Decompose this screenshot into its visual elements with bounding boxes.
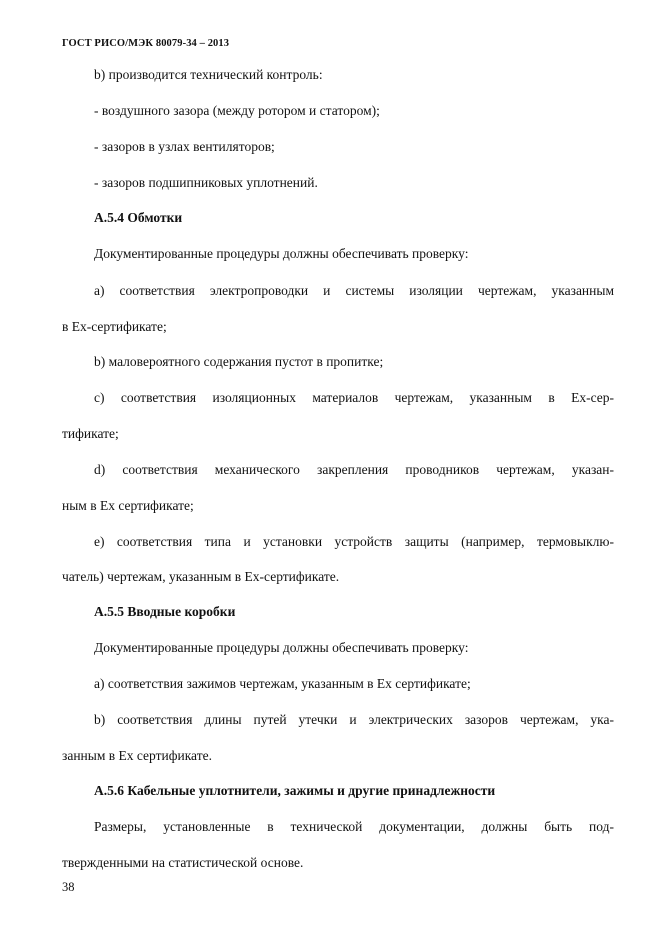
list-item: b) соответствия длины путей утечки и электрических зазоров чертежам, ука- — [94, 712, 614, 727]
list-item: - воздушного зазора (между ротором и статором); — [94, 103, 380, 118]
list-item: b) маловероятного содержания пустот в пропитке; — [94, 354, 384, 369]
paragraph-continuation: твержденными на статистической основе. — [62, 855, 304, 870]
list-item: d) соответствия механического закрепления проводников чертежам, указан- — [94, 462, 614, 477]
list-item: b) производится технический контроль: — [94, 67, 323, 82]
paragraph: Размеры, установленные в технической документации, должны быть под- — [94, 819, 614, 834]
list-item-continuation: чатель) чертежам, указанным в Ех-сертификате. — [62, 569, 340, 584]
list-item-continuation: ным в Ех сертификате; — [62, 498, 194, 513]
paragraph: Документированные процедуры должны обеспечивать проверку: — [94, 640, 469, 655]
document-header: ГОСТ РИСО/МЭК 80079-34 – 2013 — [62, 38, 230, 49]
list-item: - зазоров подшипниковых уплотнений. — [94, 175, 318, 190]
list-item: е) соответствия типа и установки устройств защиты (например, термовыклю- — [94, 534, 614, 549]
list-item-continuation: тификате; — [62, 426, 119, 441]
list-item: - зазоров в узлах вентиляторов; — [94, 139, 275, 154]
paragraph: Документированные процедуры должны обеспечивать проверку: — [94, 246, 469, 261]
section-heading: А.5.5 Вводные коробки — [94, 604, 236, 619]
list-item: а) соответствия зажимов чертежам, указанным в Ех сертификате; — [94, 676, 471, 691]
list-item-continuation: в Ех-сертификате; — [62, 319, 167, 334]
section-heading: А.5.4 Обмотки — [94, 210, 183, 225]
section-heading: А.5.6 Кабельные уплотнители, зажимы и другие принадлежности — [94, 783, 496, 798]
list-item: с) соответствия изоляционных материалов чертежам, указанным в Ех-сер- — [94, 390, 614, 405]
list-item-continuation: занным в Ех сертификате. — [62, 748, 212, 763]
list-item: а) соответствия электропроводки и системы изоляции чертежам, указанным — [94, 283, 614, 298]
page-number: 38 — [62, 880, 75, 894]
